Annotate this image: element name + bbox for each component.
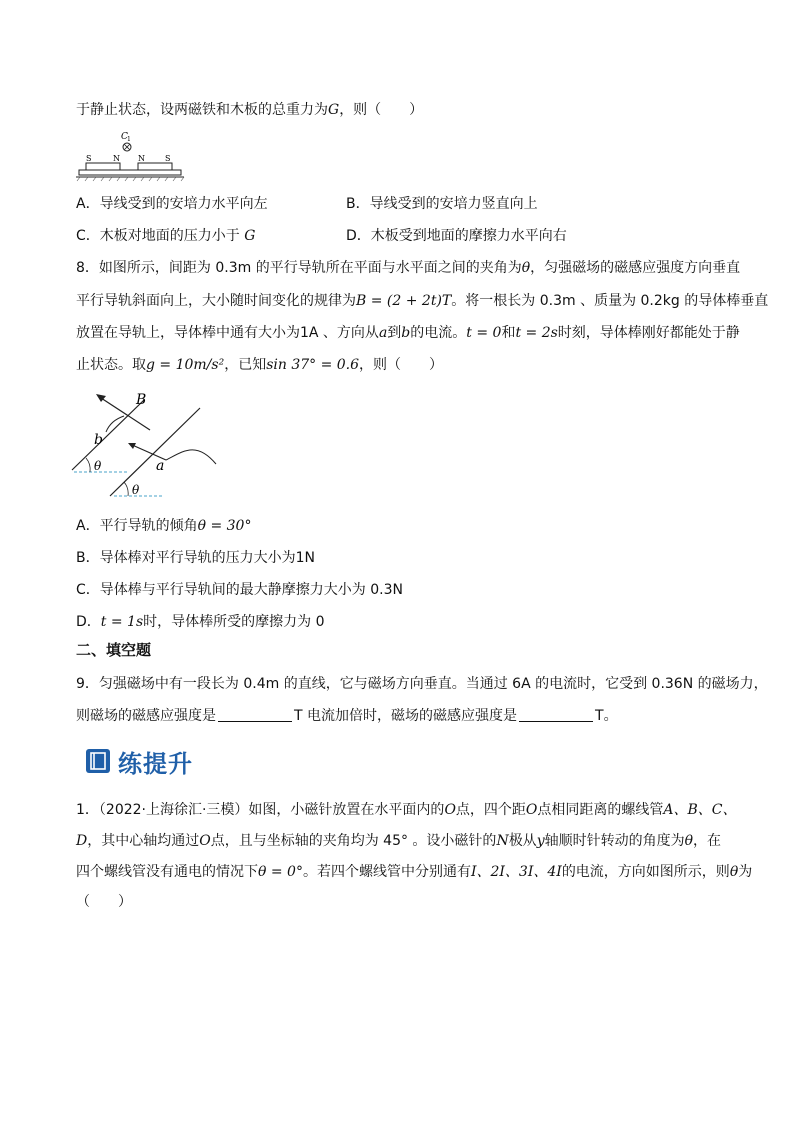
q9-line-2 — [76, 706, 618, 726]
q8-option-a — [76, 516, 251, 536]
q1-l3-theta: θ — [729, 864, 739, 880]
q7-option-d: D．木板受到地面的摩擦力水平向右 — [346, 228, 567, 244]
q8-l3-post: 的电流。 — [410, 325, 467, 341]
q1-l1-abc: A、B、C、 — [663, 802, 737, 818]
q8-line-3 — [76, 323, 740, 343]
q8-l4-g: g = 10m/s² — [146, 357, 225, 373]
q7-option-c — [76, 226, 255, 246]
q8-l3-t2: t = 2s — [515, 325, 558, 341]
fig1-label-c: C — [121, 132, 128, 142]
q8-option-a-formula: θ = 30° — [197, 518, 252, 534]
q8-l4-tail: ，则（ ） — [359, 357, 444, 373]
q1-line-2 — [76, 831, 721, 851]
q1-l1-o: O — [444, 802, 456, 818]
q8-l2-formula: B = (2 + 2t)T — [356, 293, 452, 309]
q8-l1-post: ，匀强磁场的磁感应强度方向垂直 — [530, 260, 741, 276]
intro-var: G — [328, 102, 340, 118]
q8-l4-sin: sin 37° = 0.6 — [266, 357, 360, 373]
q1-l2-post: ，在 — [693, 833, 722, 849]
q9-l2-pre: 则磁场的磁感应强度是 — [76, 708, 216, 724]
q8-line-1 — [76, 258, 740, 278]
q9-l2-mid: T 电流加倍时，磁场的磁感应强度是 — [294, 708, 518, 724]
q1-l2-mid2: 极从 — [508, 833, 537, 849]
ground-hatch — [77, 177, 184, 181]
q8-l1-var: θ — [521, 260, 531, 276]
magnet-board-figure — [76, 128, 186, 182]
book-icon — [86, 749, 110, 773]
q8-l3-b: b — [401, 325, 411, 341]
q1-l3-tail: 为 — [738, 864, 753, 880]
q1-l3-currents: I、2I、3I、4I — [470, 864, 562, 880]
magnet-pole-2: N — [113, 154, 120, 163]
q8-l1-pre: 8．如图所示，间距为 0.3m 的平行导轨所在平面与水平面之间的夹角为 — [76, 260, 522, 276]
label-theta-2: θ — [132, 483, 140, 497]
banner-title: 练提升 — [118, 749, 193, 778]
label-theta-1: θ — [94, 459, 102, 473]
q7-intro — [76, 100, 423, 120]
q1-l2-o: O — [199, 833, 211, 849]
q1-l1-mid: 点，四个距 — [455, 802, 526, 818]
lower-rail — [110, 408, 200, 496]
q7-option-c-var: G — [244, 228, 256, 244]
q1-l2-mid: 点，且与坐标轴的夹角均为 45° 。设小磁针的 — [210, 833, 497, 849]
q8-l3-tail: 时刻，导体棒刚好都能处于静 — [557, 325, 740, 341]
q1-line-3 — [76, 862, 752, 882]
q8-line-4 — [76, 355, 443, 375]
q1-l3-post: 的电流，方向如图所示，则 — [561, 864, 730, 880]
answer-blank-2[interactable] — [519, 707, 593, 722]
q8-option-d: D．t = 1s时，导体棒所受的摩擦力为 0 — [76, 614, 325, 630]
q1-l2-n: N — [496, 833, 509, 849]
wood-board — [79, 170, 181, 175]
q1-l1-pre: 1．（2022·上海徐汇·三模）如图，小磁针放置在水平面内的 — [76, 802, 445, 818]
q1-l2-mid3: 轴顺时针转动的角度为 — [544, 833, 685, 849]
q1-l2-theta: θ — [684, 833, 694, 849]
magnet-pole-3: N — [138, 154, 145, 163]
label-a-point: a — [156, 458, 165, 474]
q8-option-d-text: 时，导体棒所受的摩擦力为 0 — [143, 614, 325, 630]
q8-l4-pre: 止状态。取 — [76, 357, 146, 373]
q8-l3-pre: 放置在导轨上，导体棒中通有大小为1A 、方向从 — [76, 325, 379, 341]
q8-l2-post: 。将一根长为 0.3m 、质量为 0.2kg 的导体棒垂直 — [451, 293, 769, 309]
q8-l3-and: 和 — [501, 325, 516, 341]
intro-text: 于静止状态，设两磁铁和木板的总重力为 — [76, 102, 328, 118]
q1-l2-y: y — [536, 833, 545, 849]
q8-l2-pre: 平行导轨斜面向上，大小随时间变化的规律为 — [76, 293, 356, 309]
answer-blank-1[interactable] — [218, 707, 292, 722]
q1-l3-pre: 四个螺线管没有通电的情况下 — [76, 864, 258, 880]
q1-l1-post: 点相同距离的螺线管 — [537, 802, 664, 818]
magnet-pole-4: S — [165, 154, 171, 163]
q1-l3-mid: 。若四个螺线管中分别通有 — [302, 864, 471, 880]
q8-l3-a: a — [378, 325, 388, 341]
q1-line-4: （ ） — [76, 894, 132, 910]
practice-banner — [86, 744, 193, 778]
label-b-field: B — [136, 392, 147, 408]
q9-l2-post: T。 — [595, 708, 618, 724]
q8-l4-mid: ，已知 — [224, 357, 267, 373]
q1-line-1 — [76, 800, 737, 820]
inclined-rails-figure — [70, 386, 220, 502]
q8-option-d-var: t = 1s — [100, 614, 144, 630]
q7-option-c-text: C．木板对地面的压力小于 — [76, 228, 240, 244]
upper-rail — [72, 400, 144, 470]
left-magnet — [86, 163, 120, 170]
q8-l3-to: 到 — [387, 325, 402, 341]
q7-option-b: B．导线受到的安培力竖直向上 — [346, 196, 538, 212]
magnet-pole-1: S — [86, 154, 92, 163]
q7-option-a: A．导线受到的安培力水平向左 — [76, 196, 268, 212]
intro-tail: ，则（ ） — [339, 102, 424, 118]
q9-line-1: 9．匀强磁场中有一段长为 0.4m 的直线，它与磁场方向垂直。当通过 6A 的电流时，它受到 0.36N 的磁场力， — [76, 676, 768, 692]
fig1-label-sub: 1 — [127, 136, 131, 143]
q8-line-2 — [76, 291, 768, 311]
q8-option-c: C．导体棒与平行导轨间的最大静摩擦力大小为 0.3N — [76, 582, 403, 598]
right-magnet — [138, 163, 172, 170]
q1-l2-d: D — [76, 833, 88, 849]
section-fill-title: 二、填空题 — [76, 641, 152, 659]
q8-option-a-text: A．平行导轨的倾角 — [76, 518, 198, 534]
q8-l3-t0: t = 0 — [466, 325, 502, 341]
label-b-point: b — [94, 432, 103, 448]
q8-option-b: B．导体棒对平行导轨的压力大小为1N — [76, 550, 315, 566]
q1-l3-formula: θ = 0° — [258, 864, 303, 880]
q1-l2-pre: ，其中心轴均通过 — [87, 833, 200, 849]
q1-l1-o2: O — [525, 802, 538, 818]
